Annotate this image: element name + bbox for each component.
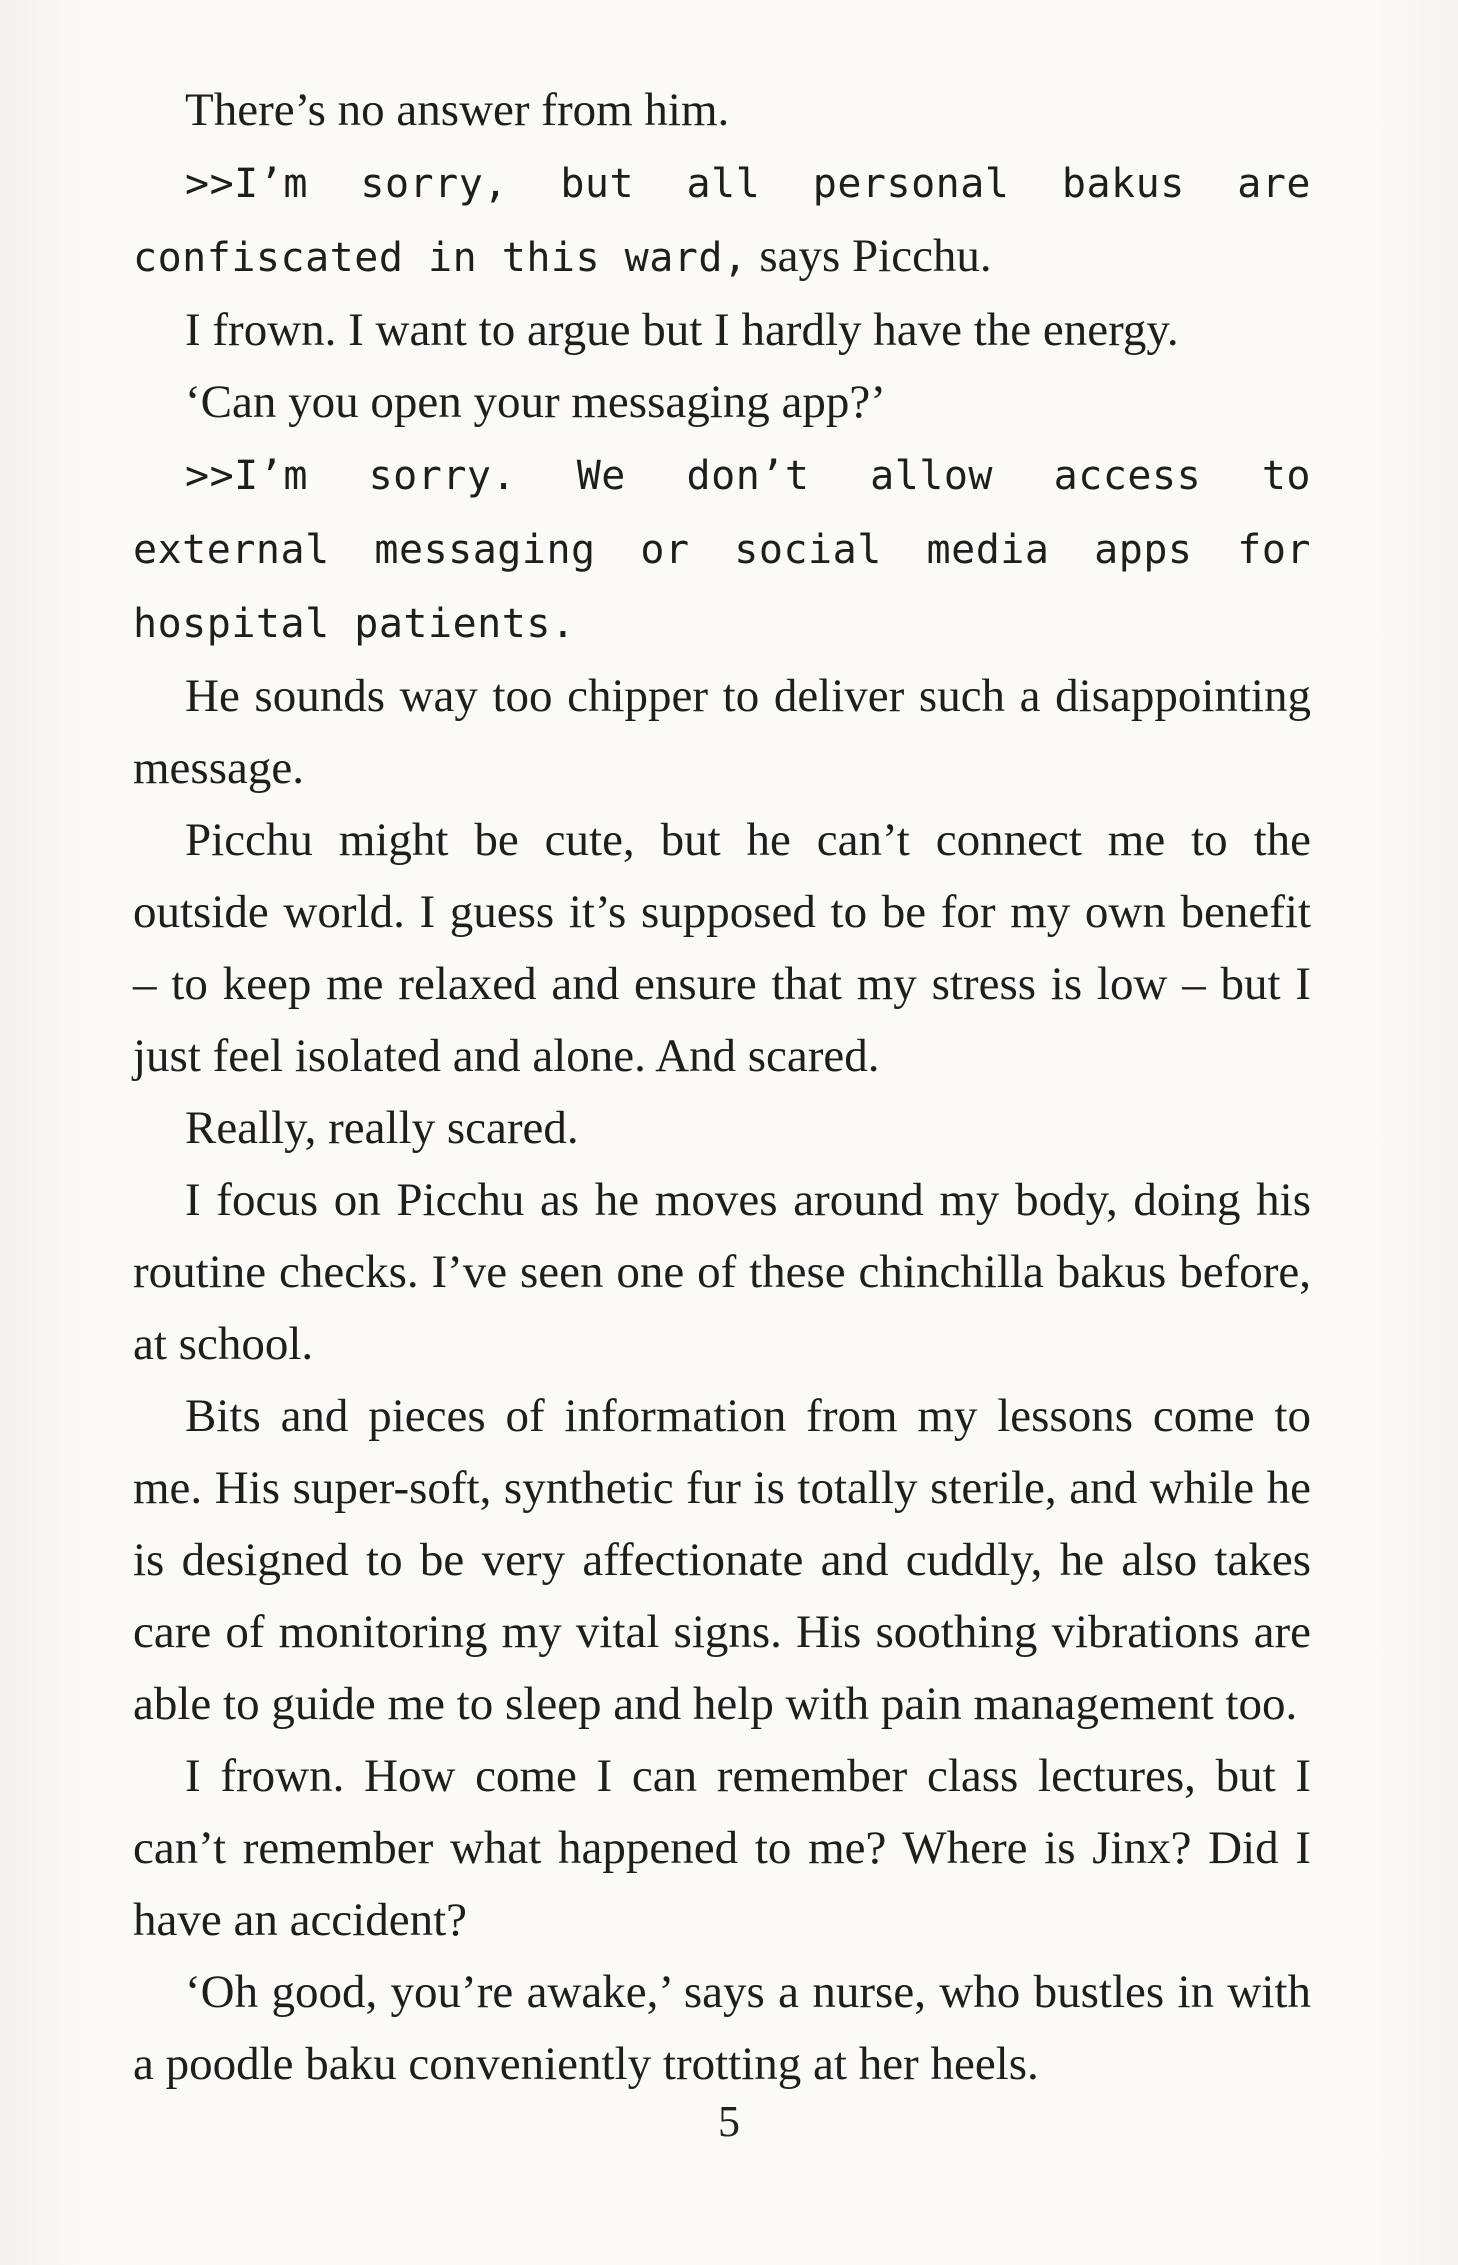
paragraph-text: I focus on Picchu as he moves around my body, doing his routine checks. I’ve seen one of these chinchilla bakus before, at school. (133, 1174, 1311, 1370)
paragraph (133, 1380, 1311, 1740)
paragraph-text: ‘Oh good, you’re awake,’ says a nurse, who bustles in with a poodle baku conveniently trotting at her heels. (133, 1966, 1311, 2090)
paragraph (133, 146, 1311, 294)
device-message: >>I’m sorry, but all personal bakus are confiscated in this ward, (133, 161, 1311, 281)
device-message: >>I’m sorry. We don’t allow access to external messaging or social media apps for hospital patients. (133, 453, 1311, 647)
paragraph (133, 660, 1311, 804)
paragraph (133, 804, 1311, 1092)
paragraph-text: I frown. How come I can remember class lectures, but I can’t remember what happened to me? Where is Jinx? Did I have an accident? (133, 1750, 1311, 1946)
body-text (133, 74, 1311, 2100)
paragraph-text: Bits and pieces of information from my lessons come to me. His super-soft, synthetic fur is totally sterile, and while he is designed to be very affectionate and cuddly, he also takes care of monitoring my vital signs. His soothing vibrations are able to guide me to sleep and help with pain management too. (133, 1390, 1311, 1730)
paragraph-text: There’s no answer from him. (185, 84, 730, 136)
paragraph-text: Picchu might be cute, but he can’t connect me to the outside world. I guess it’s supposed to be for my own benefit – to keep me relaxed and ensure that my stress is low – but I just feel isolated and alone. And scared. (133, 814, 1311, 1082)
paragraph-text: ‘Can you open your messaging app?’ (185, 376, 886, 428)
paragraph (133, 1956, 1311, 2100)
paragraph-text: says Picchu. (747, 230, 992, 282)
paragraph (133, 1740, 1311, 1956)
paragraph-text: He sounds way too chipper to deliver such a disappointing message. (133, 670, 1311, 794)
paragraph (133, 1092, 1311, 1164)
paragraph (133, 438, 1311, 660)
paragraph (133, 366, 1311, 438)
paragraph (133, 74, 1311, 146)
paragraph-text: Really, really scared. (185, 1102, 579, 1154)
paragraph-text: I frown. I want to argue but I hardly have the energy. (185, 304, 1179, 356)
page-number: 5 (718, 2097, 740, 2146)
paragraph (133, 1164, 1311, 1380)
paragraph (133, 294, 1311, 366)
